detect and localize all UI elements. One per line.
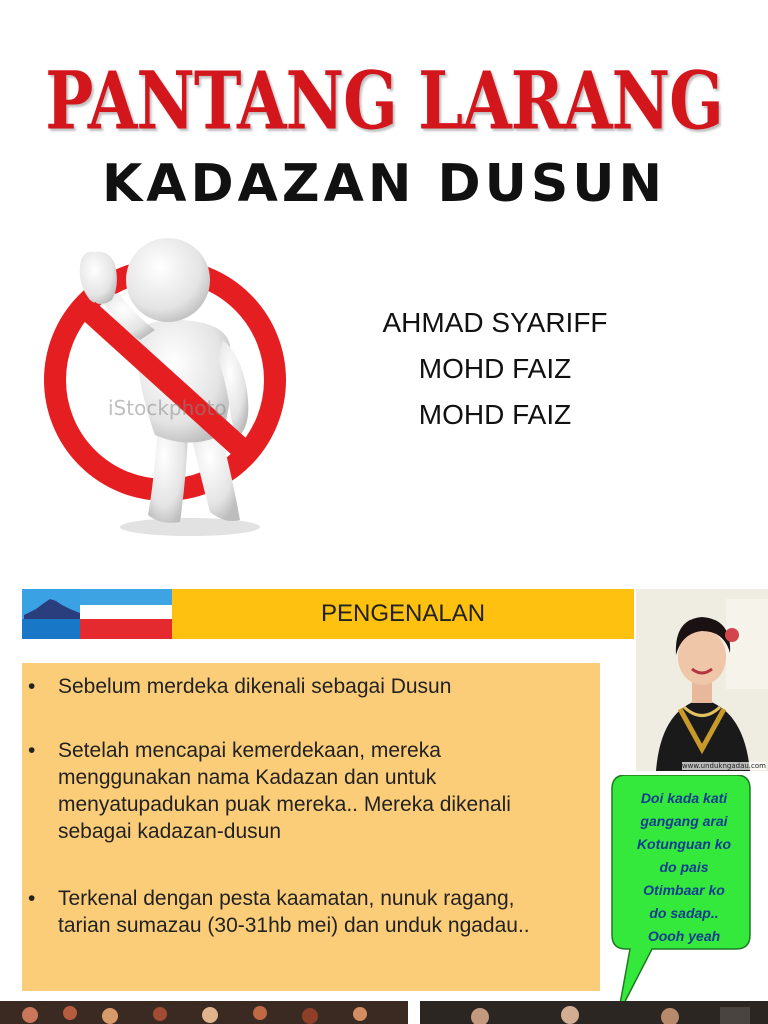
photo-caption: www.undukngadau.com bbox=[681, 762, 766, 770]
bullet-text: Setelah mencapai kemerdekaan, mereka menggunakan nama Kadazan dan untuk menyatupadukan puak mereka.. Mereka dikenali sebagai kadazan-dusun bbox=[58, 739, 511, 843]
speech-line: do sadap.. bbox=[649, 905, 719, 921]
watermark-text: iStockphoto bbox=[108, 396, 227, 420]
prohibition-figure-illustration bbox=[40, 230, 310, 540]
bullet-text: Sebelum merdeka dikenali sebagai Dusun bbox=[58, 675, 452, 698]
speech-line: do pais bbox=[659, 859, 709, 875]
section-header bbox=[172, 589, 634, 639]
speech-line: Kotunguan ko bbox=[636, 836, 732, 852]
content-box bbox=[22, 663, 600, 991]
woman-portrait-icon bbox=[636, 589, 768, 771]
speech-line: Doi kada kati bbox=[640, 790, 728, 806]
author-list bbox=[350, 300, 640, 438]
introduction-slide bbox=[0, 575, 768, 1024]
author-name: MOHD FAIZ bbox=[418, 399, 572, 430]
section-title: PENGENALAN bbox=[320, 600, 486, 627]
slide-title: PANTANG LARANG bbox=[45, 54, 723, 149]
speech-line: gangang arai bbox=[640, 813, 728, 829]
bullet-text: Terkenal dengan pesta kaamatan, nunuk ragang, tarian sumazau (30-31hb mei) dan unduk ngadau.. bbox=[58, 887, 530, 937]
bullet-symbol: • bbox=[28, 887, 36, 910]
author-name: AHMAD SYARIFF bbox=[382, 307, 608, 338]
speech-line: Oooh yeah bbox=[647, 928, 721, 944]
sabah-flag-icon bbox=[22, 589, 172, 639]
bullet-symbol: • bbox=[28, 739, 36, 762]
speech-bubble-text bbox=[616, 787, 752, 948]
author-name: MOHD FAIZ bbox=[418, 353, 572, 384]
speech-line: Otimbaar ko bbox=[643, 882, 725, 898]
bullet-symbol: • bbox=[28, 675, 36, 698]
slide-subtitle: KADAZAN DUSUN bbox=[101, 154, 667, 214]
festival-photo-strip bbox=[0, 1001, 408, 1024]
people-photo-strip bbox=[420, 1001, 768, 1024]
portrait-photo bbox=[636, 589, 768, 771]
